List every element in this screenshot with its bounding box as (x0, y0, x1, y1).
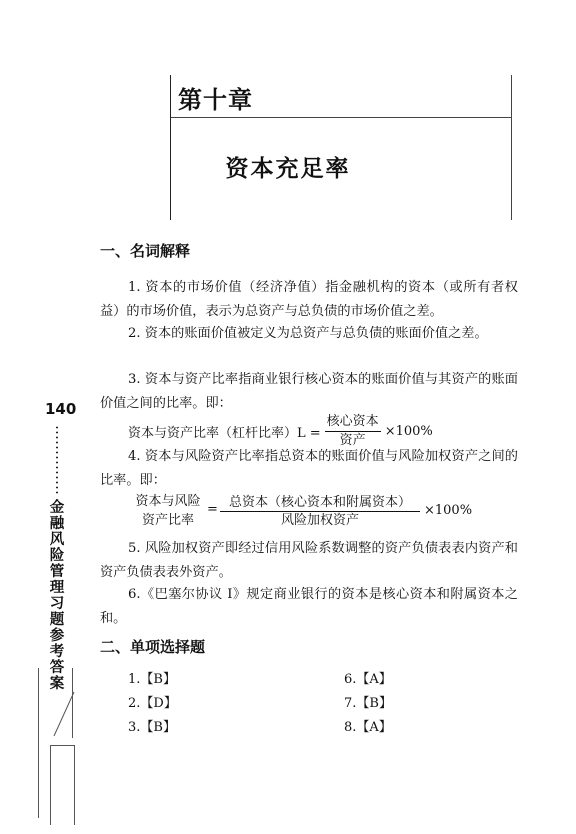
margin-edge-line (50, 745, 51, 825)
margin-diagonal-line (54, 692, 74, 736)
formula2-denominator: 风险加权资产 (280, 513, 359, 528)
leverage-ratio-formula (128, 414, 433, 449)
answer-6: 6.【A】 (344, 672, 392, 687)
definition-6: 6.《巴塞尔协议 I》规定商业银行的资本是核心资本和附属资本之和。 (100, 587, 518, 626)
margin-book-title: 金融风险管理习题参考答案 (49, 500, 65, 692)
definition-5: 5. 风险加权资产即经过信用风险系数调整的资产负债表表内资产和资产负债表表外资产。 (100, 541, 518, 580)
formula2-left-line1: 资本与风险 (135, 494, 201, 509)
chapter-title: 资本充足率 (225, 155, 351, 182)
formula-fraction (325, 414, 381, 449)
formula2-numerator: 总资本（核心资本和附属资本） (220, 494, 420, 512)
chapter-number: 第十章 (178, 86, 253, 114)
formula2-fraction (220, 494, 420, 529)
margin-dotted-leader (56, 425, 58, 495)
answer-2: 2.【D】 (128, 696, 177, 711)
section-heading-definitions: 一、名词解释 (100, 242, 191, 260)
definition-1: 1. 资本的市场价值（经济净值）指金融机构的资本（或所有者权益）的市场价值，表示为总资产与总负债的市场价值之差。 (100, 280, 518, 319)
margin-diagonal-mark (38, 690, 78, 740)
margin-edge-line (50, 745, 75, 746)
formula2-left-line2: 资产比率 (141, 513, 194, 528)
definition-3: 3. 资本与资产比率指商业银行核心资本的账面价值与其资产的账面价值之间的比率。即： (100, 372, 518, 411)
formula2-suffix: ×100% (424, 503, 473, 518)
section-heading-single-choice: 二、单项选择题 (100, 638, 206, 656)
formula-numerator: 核心资本 (325, 414, 381, 432)
formula-suffix: ×100% (384, 424, 433, 439)
margin-edge-line (74, 745, 75, 825)
answer-3: 3.【B】 (128, 720, 176, 735)
formula2-left (128, 492, 208, 530)
definition-4: 4. 资本与风险资产比率指总资本的账面价值与风险加权资产之间的比率。即： (100, 449, 518, 488)
answer-1: 1.【B】 (128, 672, 176, 687)
answer-7: 7.【B】 (344, 696, 392, 711)
formula-left: 资本与资产比率（杠杆比率）L = (128, 426, 321, 441)
definition-2: 2. 资本的账面价值被定义为总资产与总负债的账面价值之差。 (128, 326, 488, 341)
page-number: 140 (45, 400, 77, 418)
formula-denominator: 资产 (339, 433, 366, 448)
formula2-equals: = (207, 502, 218, 517)
answer-8: 8.【A】 (344, 720, 392, 735)
